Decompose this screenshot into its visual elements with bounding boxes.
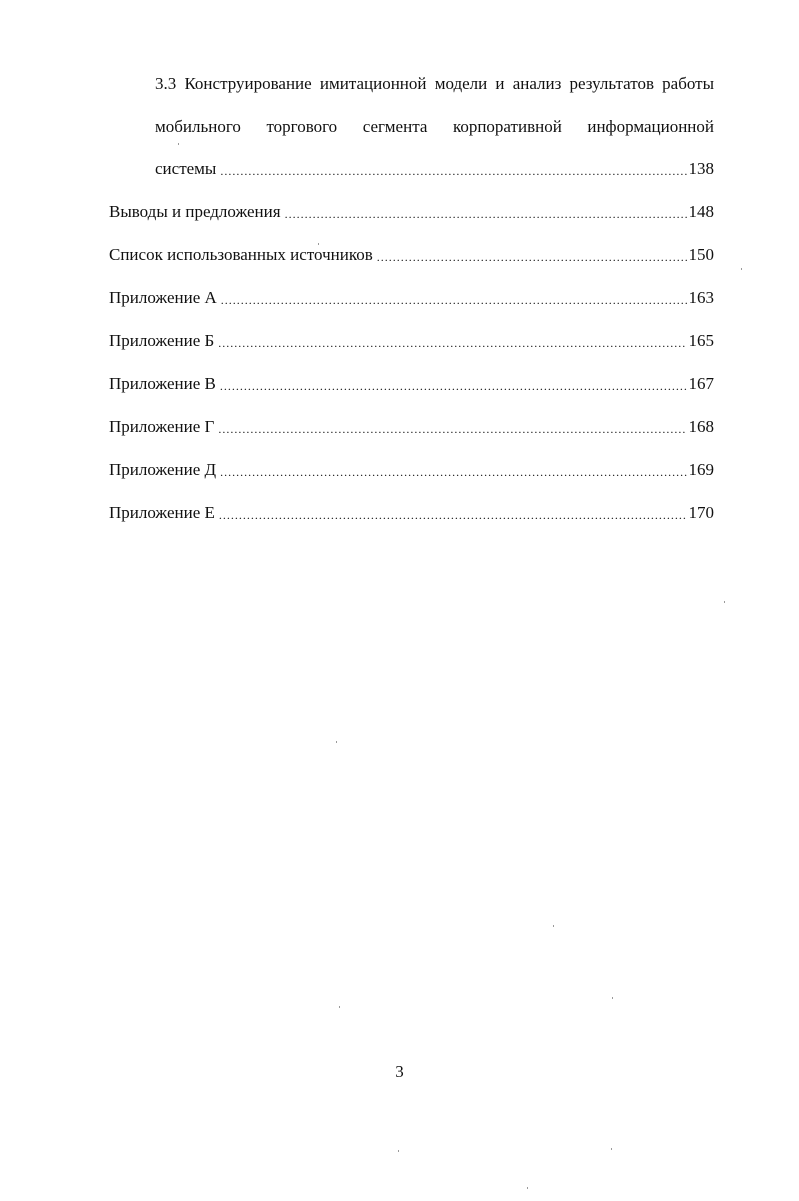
toc-entry-label: Приложение Б: [109, 331, 215, 350]
toc-entry-label: Приложение В: [109, 374, 216, 393]
dot-leader: [377, 248, 687, 266]
dot-leader: [220, 162, 686, 180]
toc-page-number: 169: [688, 460, 714, 479]
dot-leader: [221, 291, 687, 309]
dot-leader: [220, 463, 686, 481]
scan-speck: [178, 143, 179, 145]
toc-entry-appendix-d[interactable]: [109, 455, 714, 481]
toc-entry-3-3-line-2: мобильного торгового сегмента корпоративной информационной: [155, 117, 714, 136]
toc-entry-appendix-a[interactable]: [109, 283, 714, 309]
toc-entry-conclusions[interactable]: [109, 197, 714, 223]
toc-entry-appendix-b[interactable]: [109, 326, 714, 352]
toc-page-number: 167: [688, 374, 714, 393]
scan-speck: [741, 268, 742, 270]
toc-page-number: 170: [688, 503, 714, 522]
scan-speck: [527, 1187, 528, 1189]
toc-entry-label: системы: [155, 159, 217, 178]
toc-page-number: 148: [688, 202, 714, 221]
scan-speck: [553, 925, 554, 927]
toc-entry-label: Выводы и предложения: [109, 202, 281, 221]
dot-leader: [219, 506, 687, 524]
toc-entry-3-3-line-1: 3.3 Конструирование имитационной модели и анализ результатов работы: [155, 74, 714, 93]
toc-entry-3-3-line-3[interactable]: [155, 154, 714, 180]
page-number: 3: [395, 1062, 404, 1081]
toc-page-number: 150: [688, 245, 714, 264]
toc-entry-label: Приложение А: [109, 288, 217, 307]
scan-speck: [611, 1148, 612, 1150]
toc-page-number: 165: [688, 331, 714, 350]
toc-entry-appendix-g[interactable]: [109, 412, 714, 438]
dot-leader: [218, 334, 686, 352]
toc-entry-label: Приложение Е: [109, 503, 215, 522]
scan-speck: [398, 1150, 399, 1152]
dot-leader: [285, 205, 687, 223]
toc-entry-label: Список использованных источников: [109, 245, 373, 264]
dot-leader: [220, 377, 687, 395]
scan-speck: [724, 601, 725, 603]
toc-page-number: 138: [688, 159, 714, 178]
toc-page-number: 163: [688, 288, 714, 307]
scan-speck: [612, 997, 613, 999]
toc-page-number: 168: [688, 417, 714, 436]
scan-speck: [336, 741, 337, 743]
dot-leader: [218, 420, 686, 438]
toc-entry-appendix-e[interactable]: [109, 498, 714, 524]
toc-entry-label: Приложение Д: [109, 460, 217, 479]
toc-entry-label: Приложение Г: [109, 417, 215, 436]
scan-speck: [339, 1006, 340, 1008]
toc-entry-appendix-v[interactable]: [109, 369, 714, 395]
scan-speck: [318, 243, 319, 245]
toc-entry-references[interactable]: [109, 240, 714, 266]
